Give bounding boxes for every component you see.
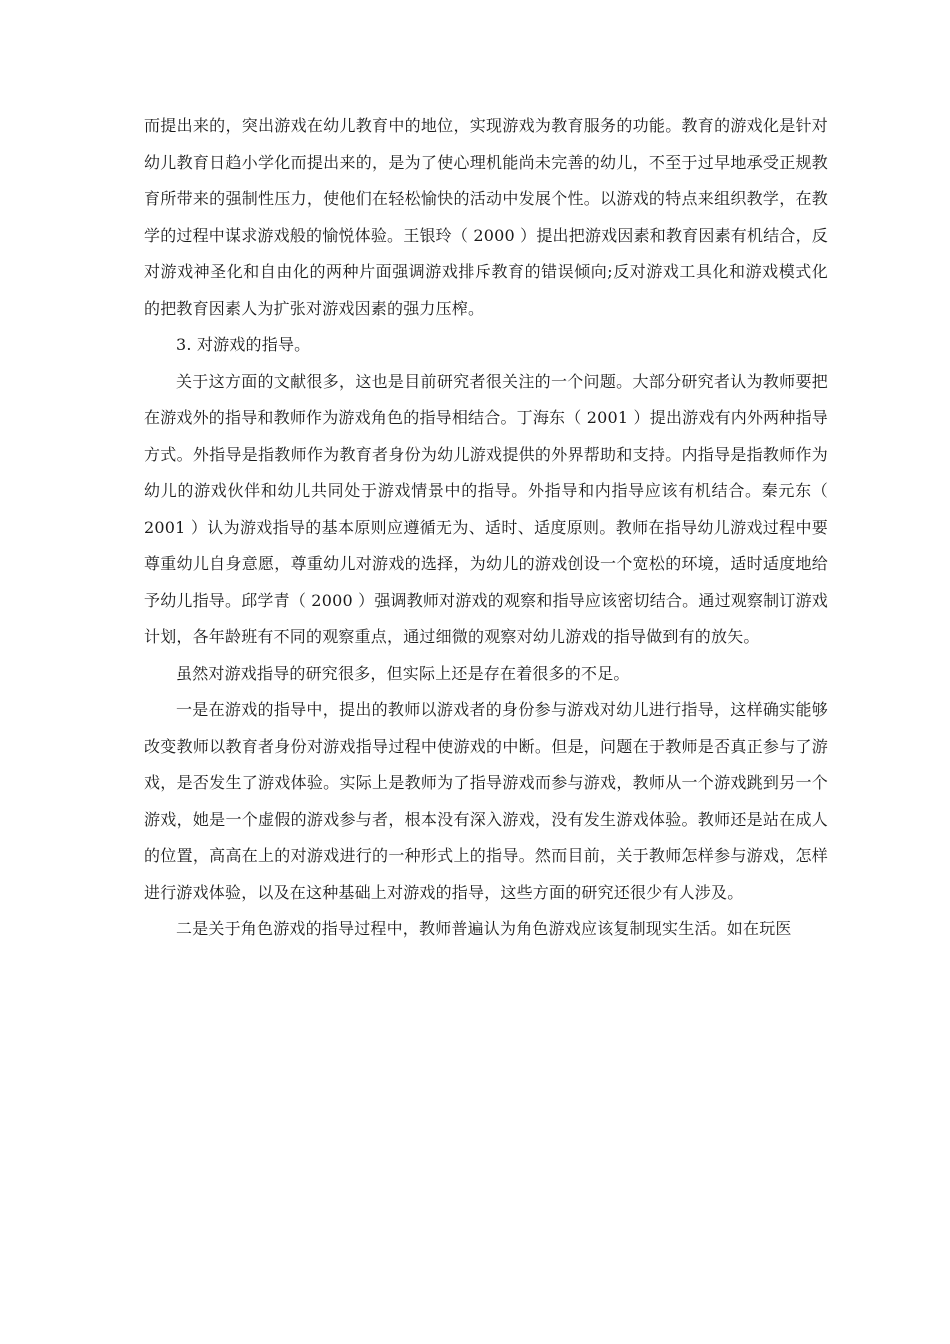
- paragraph-continued: 而提出来的，突出游戏在幼儿教育中的地位，实现游戏为教育服务的功能。教育的游戏化是针对幼儿教育日趋小学化而提出来的，是为了使心理机能尚未完善的幼儿，不至于过早地承受正规教育所带来的强制性压力，使他们在轻松愉快的活动中发展个性。以游戏的特点来组织教学，在教学的过程中谋求游戏般的愉悦体验。王银玲（ 2000 ）提出把游戏因素和教育因素有机结合，反对游戏神圣化和自由化的两种片面强调游戏排斥教育的错误倾向;反对游戏工具化和游戏模式化的把教育因素人为扩张对游戏因素的强力压榨。: [144, 116, 828, 318]
- paragraph-shortcomings-intro: 虽然对游戏指导的研究很多，但实际上还是存在着很多的不足。: [176, 663, 630, 683]
- document-body: [144, 108, 828, 948]
- paragraph-shortcoming-two: 二是关于角色游戏的指导过程中，教师普遍认为角色游戏应该复制现实生活。如在玩医: [176, 919, 792, 938]
- section-heading-3: 3. 对游戏的指导。: [176, 335, 311, 354]
- paragraph-shortcoming-one: 一是在游戏的指导中，提出的教师以游戏者的身份参与游戏对幼儿进行指导，这样确实能够改变教师以教育者身份对游戏指导过程中使游戏的中断。但是，问题在于教师是否真正参与了游戏，是否发生了游戏体验。实际上是教师为了指导游戏而参与游戏，教师从一个游戏跳到另一个游戏，她是一个虚假的游戏参与者，根本没有深入游戏，没有发生游戏体验。教师还是站在成人的位置，高高在上的对游戏进行的一种形式上的指导。然而目前，关于教师怎样参与游戏，怎样进行游戏体验，以及在这种基础上对游戏的指导，这些方面的研究还很少有人涉及。: [144, 700, 828, 902]
- paragraph-guidance-literature: 关于这方面的文献很多，这也是目前研究者很关注的一个问题。大部分研究者认为教师要把在游戏外的指导和教师作为游戏角色的指导相结合。丁海东（ 2001 ）提出游戏有内外两种指导方式。外指导是指教师作为教育者身份为幼儿游戏提供的外界帮助和支持。内指导是指教师作为幼儿的游戏伙伴和幼儿共同处于游戏情景中的指导。外指导和内指导应该有机结合。秦元东（ 2001 ）认为游戏指导的基本原则应遵循无为、适时、适度原则。教师在指导幼儿游戏过程中要尊重幼儿自身意愿，尊重幼儿对游戏的选择，为幼儿的游戏创设一个宽松的环境，适时适度地给予幼儿指导。邱学青（ 2000 ）强调教师对游戏的观察和指导应该密切结合。通过观察制订游戏计划，各年龄班有不同的观察重点，通过细微的观察对幼儿游戏的指导做到有的放矢。: [144, 371, 828, 646]
